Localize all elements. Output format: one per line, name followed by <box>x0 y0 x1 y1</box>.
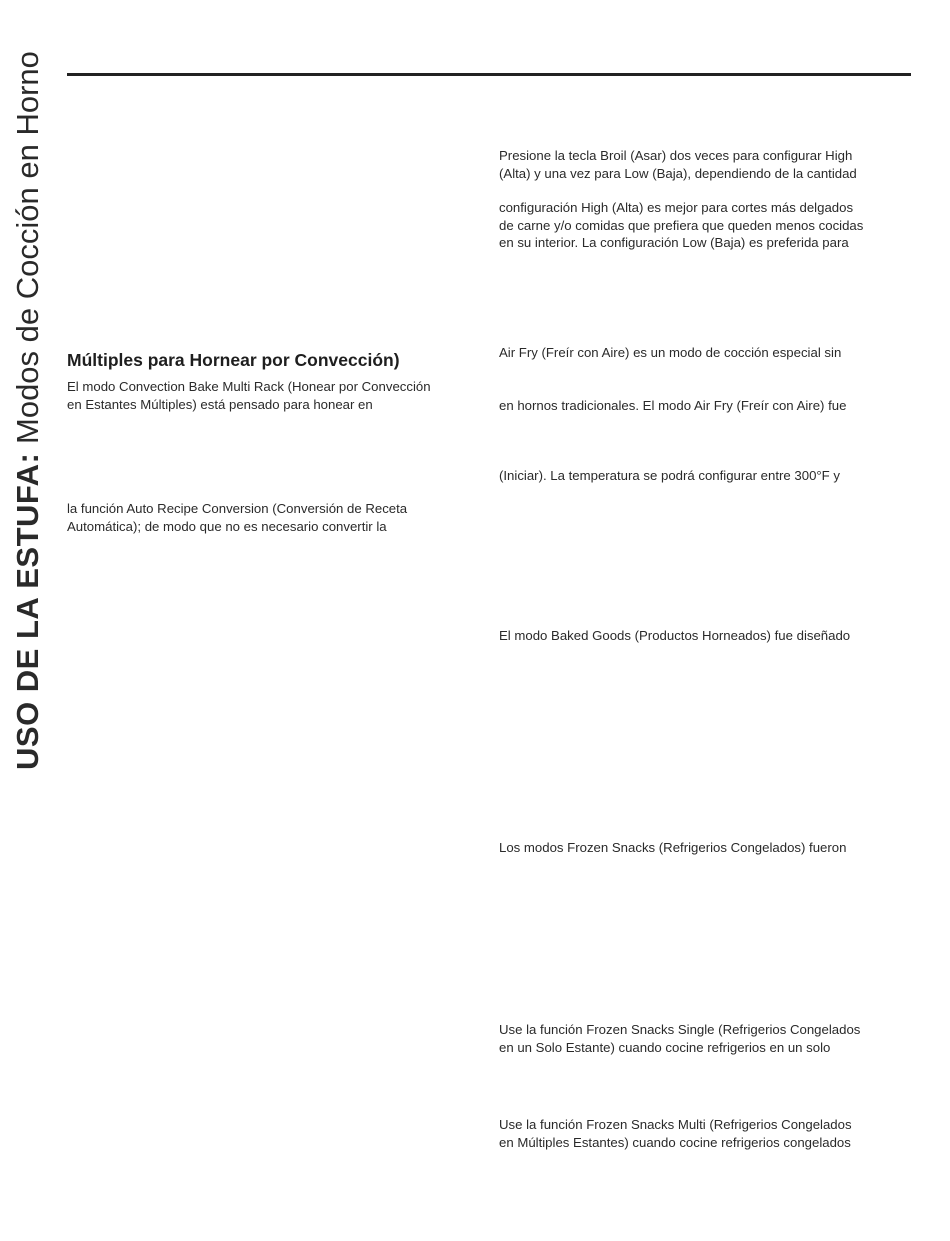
text-line: Air Fry (Freír con Aire) es un modo de cocción especial sin <box>499 345 842 360</box>
paragraph-air-fry-intro <box>499 344 841 362</box>
text-line: de carne y/o comidas que prefiera que queden menos cocidas <box>499 217 864 233</box>
paragraph-baked-goods <box>499 627 850 645</box>
text-line: en Múltiples Estantes) cuando cocine refrigerios congelados <box>499 1134 851 1150</box>
paragraph-frozen-snacks-multi <box>499 1116 852 1151</box>
section-heading-convection-multi: Múltiples para Hornear por Convección) <box>67 350 400 370</box>
text-line: (Alta) y una vez para Low (Baja), dependiendo de la cantidad <box>499 165 857 181</box>
text-line: en su interior. La configuración Low (Baja) es preferida para <box>499 235 849 250</box>
text-line: configuración High (Alta) es mejor para cortes más delgados <box>499 200 854 215</box>
text-line: El modo Convection Bake Multi Rack (Honear por Convección <box>67 379 431 394</box>
side-section-title <box>6 30 50 770</box>
text-line: en Estantes Múltiples) está pensado para honear en <box>67 396 373 412</box>
paragraph-broil-intro <box>499 147 857 182</box>
paragraph-auto-recipe-conversion <box>67 500 407 535</box>
text-line: (Iniciar). La temperatura se podrá configurar entre 300°F y <box>499 468 840 483</box>
text-line: Use la función Frozen Snacks Multi (Refrigerios Congelados <box>499 1117 852 1132</box>
paragraph-frozen-snacks <box>499 839 846 857</box>
text-line: Use la función Frozen Snacks Single (Refrigerios Congelados <box>499 1022 861 1037</box>
paragraph-air-fry-design <box>499 397 846 415</box>
paragraph-broil-settings <box>499 199 863 252</box>
top-divider <box>67 73 911 76</box>
paragraph-air-fry-temperature <box>499 467 840 485</box>
side-title-light: Modos de Cocción en Horno <box>10 51 45 444</box>
text-line: Automática); de modo que no es necesario convertir la <box>67 518 387 534</box>
text-line: Los modos Frozen Snacks (Refrigerios Congelados) fueron <box>499 840 847 855</box>
text-line: Presione la tecla Broil (Asar) dos veces para configurar High <box>499 148 853 163</box>
text-line: en un Solo Estante) cuando cocine refrigerios en un solo <box>499 1039 831 1055</box>
paragraph-frozen-snacks-single <box>499 1021 860 1056</box>
text-line: la función Auto Recipe Conversion (Conversión de Receta <box>67 501 408 516</box>
side-title-bold: USO DE LA ESTUFA: <box>10 452 45 770</box>
paragraph-convection-multi-intro <box>67 378 431 413</box>
text-line: en hornos tradicionales. El modo Air Fry (Freír con Aire) fue <box>499 398 847 413</box>
text-line: El modo Baked Goods (Productos Horneados) fue diseñado <box>499 628 851 643</box>
